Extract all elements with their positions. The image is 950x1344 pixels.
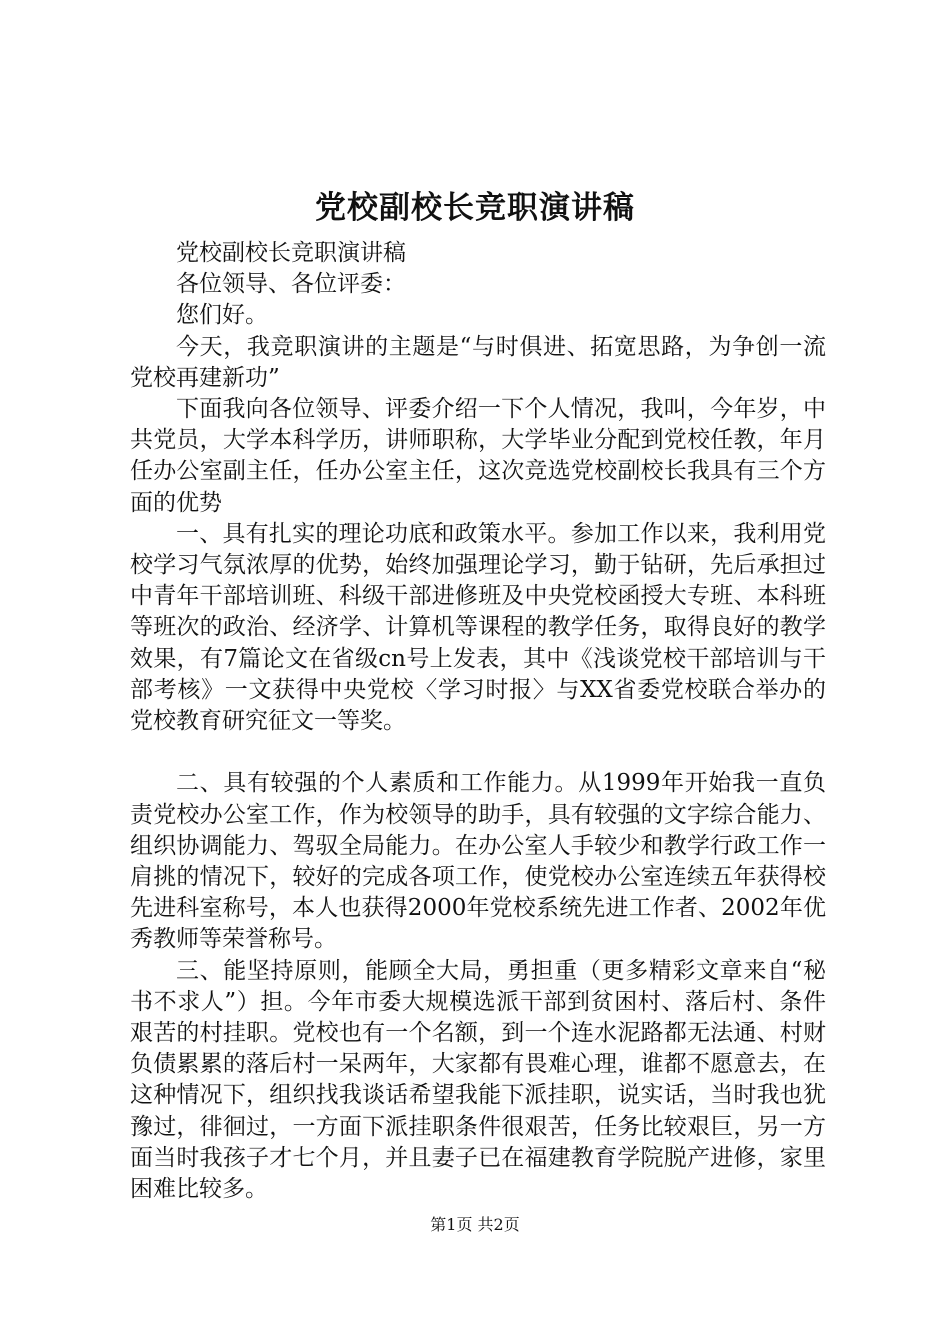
paragraph-salutation: 各位领导、各位评委： bbox=[176, 271, 406, 298]
paragraph-greeting: 您们好。 bbox=[176, 302, 268, 329]
document-body bbox=[130, 238, 826, 1205]
page-indicator: 第1页 共2页 bbox=[430, 1215, 520, 1234]
paragraph-advantage-two: 二、具有较强的个人素质和工作能力。从1999年开始我一直负责党校办公室工作，作为校领导的助手，具有较强的文字综合能力、组织协调能力、驾驭全局能力。在办公室人手较少和教学行政工作一肩挑的情况下，较好的完成各项工作，使党校办公室连续五年获得校先进科室称号，本人也获得2000年党校系统先进工作者、2002年优秀教师等荣誉称号。 bbox=[130, 770, 826, 953]
paragraph-introduction: 下面我向各位领导、评委介绍一下个人情况，我叫，今年岁，中共党员，大学本科学历，讲师职称，大学毕业分配到党校任教，年月任办公室副主任，任办公室主任，这次竞选党校副校长我具有三个方面的优势 bbox=[130, 396, 826, 516]
paragraph-advantage-three: 三、能坚持原则，能顾全大局，勇担重（更多精彩文章来自“秘书不求人”）担。今年市委大规模选派干部到贫困村、落后村、条件艰苦的村挂职。党校也有一个名额，到一个连水泥路都无法通、村财负债累累的落后村一呆两年，大家都有畏难心理，谁都不愿意去，在这种情况下，组织找我谈话希望我能下派挂职，说实话，当时我也犹豫过，徘徊过，一方面下派挂职条件很艰苦，任务比较艰巨，另一方面当时我孩子才七个月，并且妻子已在福建教育学院脱产进修，家里困难比较多。 bbox=[130, 957, 826, 1203]
paragraph-theme: 今天，我竞职演讲的主题是“与时俱进、拓宽思路，为争创一流党校再建新功” bbox=[130, 333, 826, 391]
document-title: 党校副校长竞职演讲稿 bbox=[315, 190, 635, 226]
paragraph-advantage-one: 一、具有扎实的理论功底和政策水平。参加工作以来，我利用党校学习气氛浓厚的优势，始终加强理论学习，勤于钻研，先后承担过中青年干部培训班、科级干部进修班及中央党校函授大专班、本科班等班次的政治、经济学、计算机等课程的教学任务，取得良好的教学效果，有7篇论文在省级cn号上发表，其中《浅谈党校干部培训与干部考核》一文获得中央党校〈学习时报〉与XX省委党校联合举办的党校教育研究征文一等奖。 bbox=[130, 520, 826, 735]
paragraph-heading-repeat: 党校副校长竞职演讲稿 bbox=[176, 240, 406, 266]
paragraph-gap bbox=[130, 737, 826, 768]
